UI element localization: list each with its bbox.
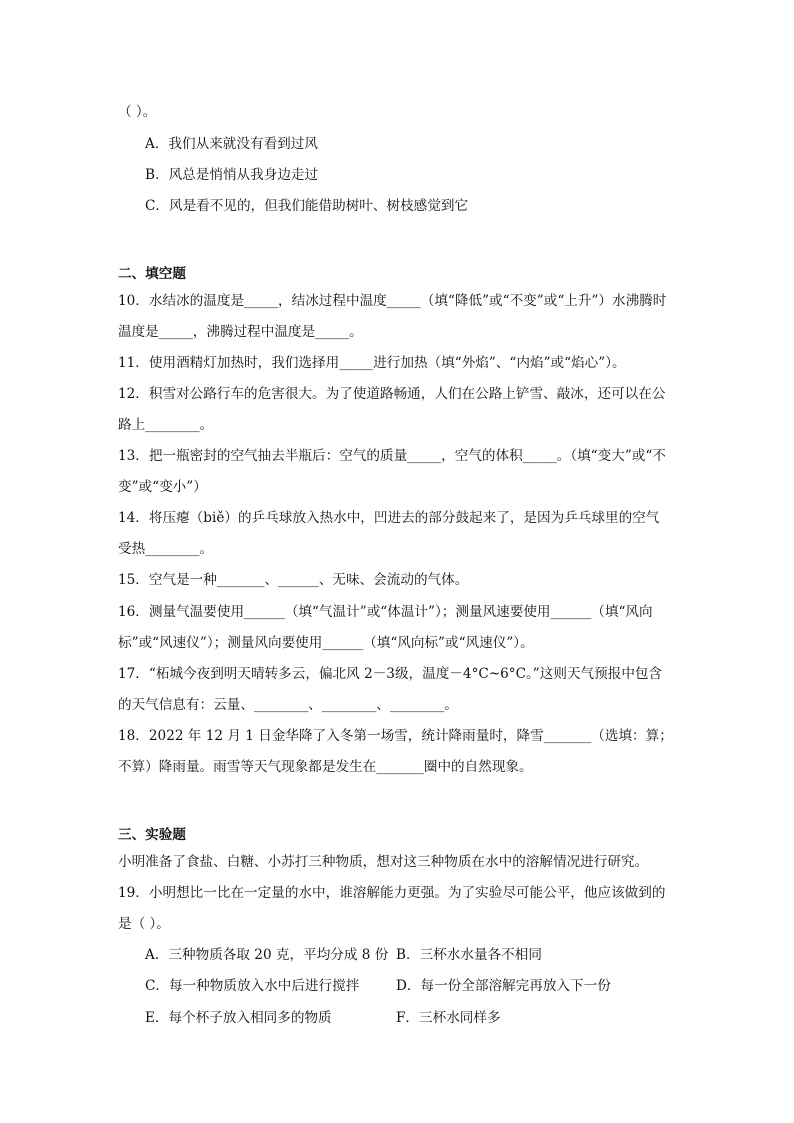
q15-line1: 15．空气是一种_______、______、无味、会流动的气体。 [118,572,469,588]
q9-option-b: B．风总是悄悄从我身边走过 [145,167,319,183]
q18-line2: 不算）降雨量。雨雪等天气现象都是发生在_______圈中的自然现象。 [118,759,533,775]
q19-option-a: A．三种物质各取 20 克，平均分成 8 份 [145,947,389,963]
q13-line2: 变”或“变小”） [118,479,207,495]
q9-option-c: C．风是看不见的，但我们能借助树叶、树枝感觉到它 [145,198,469,214]
q17-line2: 的天气信息有：云量、________、________、________。 [118,697,458,713]
q19-line2: 是（ ）。 [118,916,170,932]
q19-line1: 19．小明想比一比在一定量的水中，谁溶解能力更强。为了实验尽可能公平，他应该做到的 [118,885,666,901]
section-heading-experiment: 三、实验题 [118,827,186,843]
q9-stem-tail: （ ）。 [118,104,157,120]
q9-option-a: A．我们从来就没有看到过风 [145,136,318,152]
experiment-intro: 小明准备了食盐、白糖、小苏打三种物质，想对这三种物质在水中的溶解情况进行研究。 [118,854,649,870]
q17-line1: 17．“柘城今夜到明天晴转多云，偏北风 2－3级，温度－4°C~6°C。”这则天气预报中包含 [118,666,663,682]
q19-option-e: E．每个杯子放入相同多的物质 [145,1010,332,1026]
q19-option-c: C．每一种物质放入水中后进行搅拌 [145,978,360,994]
q16-line1: 16．测量气温要使用______（填“气温计”或“体温计”）；测量风速要使用______（填“风向 [118,604,653,620]
q19-option-d: D．每一份全部溶解完再放入下一份 [396,978,611,994]
q10-line2: 温度是_____，沸腾过程中温度是_____。 [118,324,363,340]
q11-line1: 11．使用酒精灯加热时，我们选择用_____进行加热（填“外焰”、“内焰”或“焰心”）。 [118,355,626,371]
section-heading-fill-in: 二、填空题 [118,266,186,282]
q12-line1: 12．积雪对公路行车的危害很大。为了使道路畅通，人们在公路上铲雪、敲冰，还可以在公 [118,386,666,402]
q13-line1: 13．把一瓶密封的空气抽去半瓶后：空气的质量_____，空气的体积_____。（填“变大”或“不 [118,448,666,464]
q19-option-b: B．三杯水水量各不相同 [396,947,542,963]
q19-option-f: F．三杯水同样多 [396,1010,501,1026]
q18-line1: 18．2022 年 12 月 1 日金华降了入冬第一场雪，统计降雨量时，降雪_______（选填：算； [118,728,673,744]
q14-line1: 14．将压瘪（biě）的乒乓球放入热水中，凹进去的部分鼓起来了，是因为乒乓球里的空气 [118,510,660,526]
q14-line2: 受热________。 [118,541,214,557]
q12-line2: 路上________。 [118,417,214,433]
q16-line2: 标”或“风速仪”）；测量风向要使用______（填“风向标”或“风速仪”）。 [118,635,534,651]
q10-line1: 10．水结冰的温度是_____，结冰过程中温度_____（填“降低”或“不变”或“上升”）水沸腾时 [118,293,667,309]
